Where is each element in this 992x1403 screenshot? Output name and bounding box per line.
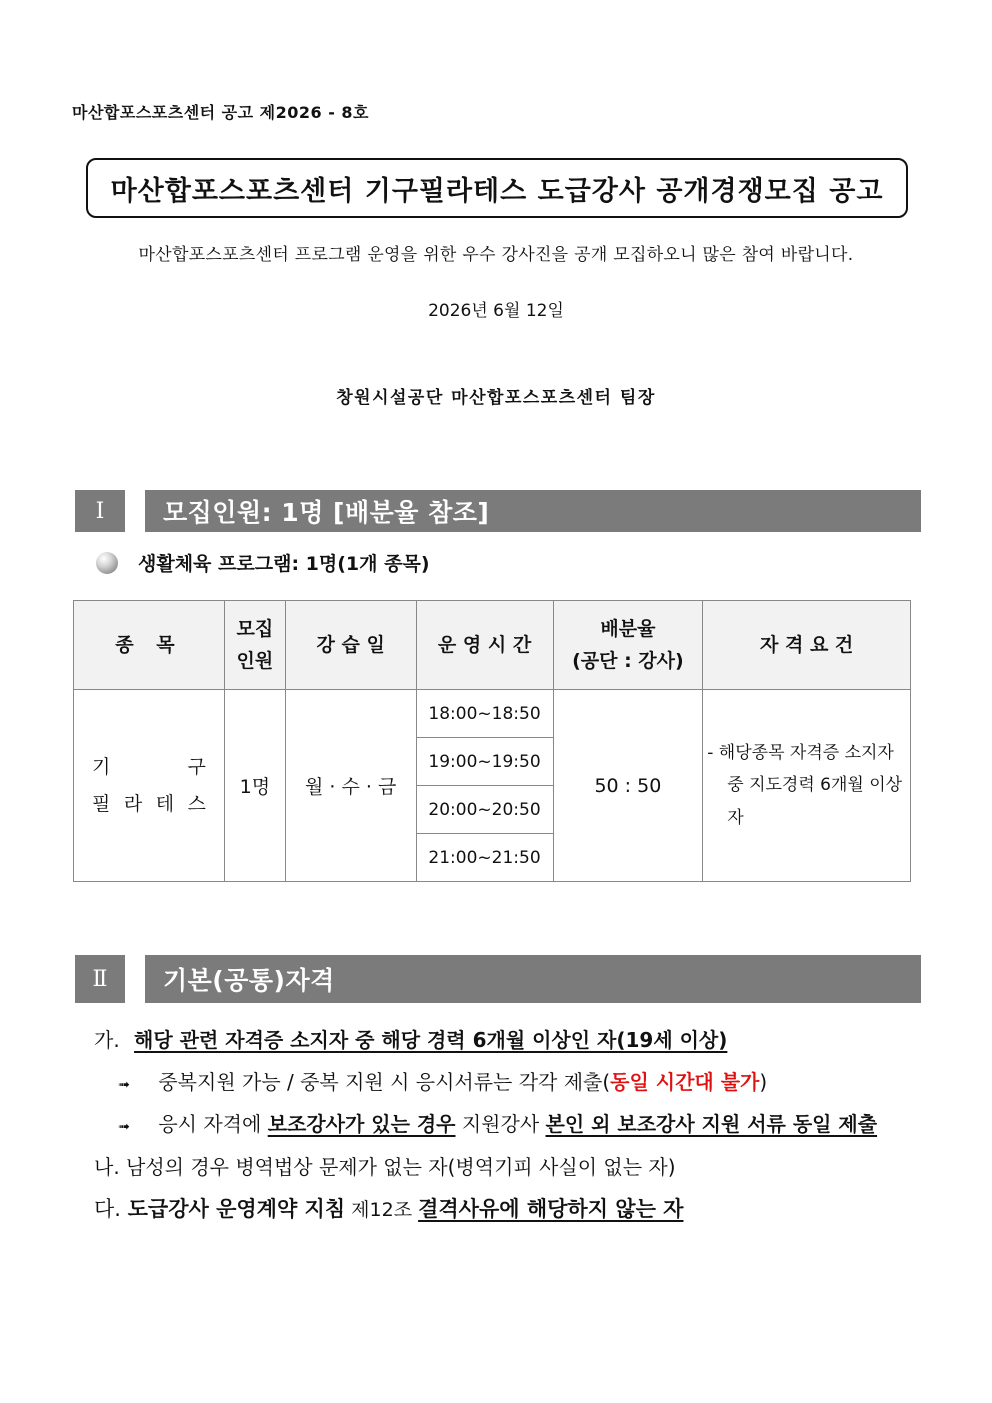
cell-event: 기 구 필 라 테 스 [74,690,225,882]
bullet-ball-icon [96,552,118,574]
arrow-right-icon: ➟ [118,1077,130,1093]
header-days: 강 습 일 [285,601,416,690]
section-2-number: Ⅱ [75,955,125,1003]
requirement-sub-1: ➟ 중복지원 가능 / 중복 지원 시 응시서류는 각각 제출(동일 시간대 불가) [118,1070,768,1094]
announcement-title: 마산합포스포츠센터 기구필라테스 도급강사 공개경쟁모집 공고 [110,175,884,207]
header-event: 종 목 [74,601,225,690]
requirement-na: 나. 남성의 경우 병역법상 문제가 없는 자(병역기피 사실이 없는 자) [94,1155,676,1179]
recruitment-table [73,600,911,882]
announcement-title-box [86,158,908,218]
header-recruit: 모집 인원 [224,601,285,690]
program-bullet [96,549,430,576]
cell-time-3: 20:00~20:50 [416,786,553,834]
intro-text: 마산합포스포츠센터 프로그램 운영을 위한 우수 강사진을 공개 모집하오니 많은 참여 바랍니다. [138,245,854,265]
section-2-title: 기본(공통)자격 [145,955,921,1003]
cell-recruit: 1명 [224,690,285,882]
header-ratio: 배분율 (공단 : 강사) [553,601,703,690]
requirement-da: 다. 도급강사 운영계약 지침 제12조 결격사유에 해당하지 않는 자 [94,1197,684,1221]
section-1-number: Ⅰ [75,490,125,532]
announcement-date: 2026년 6월 12일 [428,301,564,321]
signer: 창원시설공단 마산합포스포츠센터 팀장 [336,388,656,408]
section-1-title: 모집인원: 1명 [배분율 참조] [145,490,921,532]
requirement-ga: 가. 해당 관련 자격증 소지자 중 해당 경력 6개월 이상인 자(19세 이상) [94,1028,728,1052]
cell-ratio: 50 : 50 [553,690,703,882]
cell-time-2: 19:00~19:50 [416,738,553,786]
cell-days: 월 · 수 · 금 [285,690,416,882]
cell-time-1: 18:00~18:50 [416,690,553,738]
notice-number: 마산합포스포츠센터 공고 제2026 - 8호 [72,103,370,122]
header-times: 운 영 시 간 [416,601,553,690]
header-qualification: 자 격 요 건 [703,601,911,690]
arrow-right-icon: ➟ [118,1119,130,1135]
table-header-row [74,601,911,690]
program-bullet-text: 생활체육 프로그램: 1명(1개 종목) [138,553,430,575]
table-row [74,690,911,738]
requirement-sub-2: ➟ 응시 자격에 보조강사가 있는 경우 지원강사 본인 외 보조강사 지원 서류 동일 제출 [118,1112,878,1136]
cell-time-4: 21:00~21:50 [416,834,553,882]
cell-qualification: - 해당종목 자격증 소지자 중 지도경력 6개월 이상자 [703,690,911,882]
